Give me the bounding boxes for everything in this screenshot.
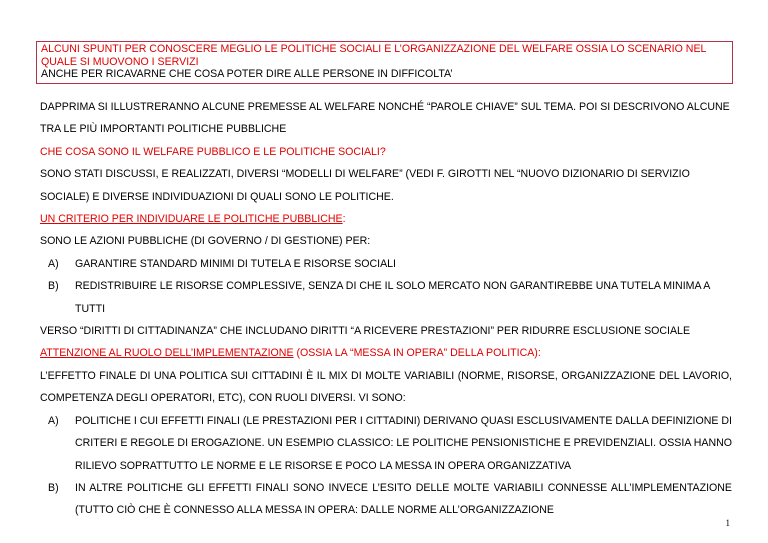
question-heading: CHE COSA SONO IL WELFARE PUBBLICO E LE POLITICHE SOCIALI? [40, 145, 386, 158]
list-item-label: B) [48, 481, 59, 494]
attention-heading-line [40, 342, 732, 364]
effect-paragraph: L’EFFETTO FINALE DI UNA POLITICA SUI CITTADINI È IL MIX DI MOLTE VARIABILI (NORME, RISORSE, ORGANIZZAZIONE DEL LAVORIO, COMPETENZA DEGLI OPERATORI, ETC), CON RUOLI DIVERSI. VI SONO: [40, 369, 732, 405]
criterion-colon: : [342, 213, 346, 226]
criterion-heading: UN CRITERIO PER INDIVIDUARE LE POLITICHE PUBBLICHE [40, 213, 343, 226]
attention-heading: ATTENZIONE AL RUOLO DELL’IMPLEMENTAZIONE [40, 347, 294, 360]
document-body [40, 96, 732, 522]
attention-rest: (OSSIA LA “MESSA IN OPERA” DELLA POLITICA): [293, 347, 541, 360]
criterion-heading-line [40, 208, 732, 230]
list-item [40, 477, 732, 522]
header-title: ALCUNI SPUNTI PER CONOSCERE MEGLIO LE POLITICHE SOCIALI E L’ORGANIZZAZIONE DEL WELFARE OSSIA LO SCENARIO NEL QUALE SI MUOVONO I SERVIZI [41, 43, 707, 68]
header-subtitle: ANCHE PER RICAVARNE CHE COSA POTER DIRE ALLE PERSONE IN DIFFICOLTA’ [41, 68, 453, 81]
header-box [36, 41, 733, 84]
models-paragraph: SONO STATI DISCUSSI, E REALIZZATI, DIVERSI “MODELLI DI WELFARE” (VEDI F. GIROTTI NEL “NUOVO DIZIONARIO DI SERVIZIO SOCIALE) E DIVERSE INDIVIDUAZIONI DI QUALI SONO LE POLITICHE. [40, 168, 690, 203]
list-item [40, 410, 732, 477]
list-item-text: GARANTIRE STANDARD MINIMI DI TUTELA E RISORSE SOCIALI [75, 257, 397, 270]
list-item [40, 275, 732, 320]
list-item-label: A) [48, 414, 59, 427]
list-item-text: IN ALTRE POLITICHE GLI EFFETTI FINALI SONO INVECE L’ESITO DELLE MOLTE VARIABILI CONNESSE ALL’IMPLEMENTAZIONE (TUTTO CIÒ CHE È CONNESSO ALLA MESSA IN OPERA: DALLE NORME ALL’ORGANIZZAZIONE [75, 481, 732, 517]
list-item-text: POLITICHE I CUI EFFETTI FINALI (LE PRESTAZIONI PER I CITTADINI) DERIVANO QUASI ESCLUSIVAMENTE DALLA DEFINIZIONE DI CRITERI E REGOLE DI EROGAZIONE. UN ESEMPIO CLASSICO: LE POLITICHE PENSIONISTICHE E PREVIDENZIALI. OSSIA HANNO RILIEVO SOPRATTUTTO LE NORME E LE RISORSE E POCO LA MESSA IN OPERA ORGANIZZATIVA [75, 414, 732, 472]
list-item-text: REDISTRIBUIRE LE RISORSE COMPLESSIVE, SENZA DI CHE IL SOLO MERCATO NON GARANTIREBBE UNA TUTELA MINIMA A TUTTI [75, 280, 710, 315]
rights-paragraph: VERSO “DIRITTI DI CITTADINANZA” CHE INCLUDANO DIRITTI “A RICEVERE PRESTAZIONI” PER RIDURRE ESCLUSIONE SOCIALE [40, 325, 691, 338]
list-item-label: B) [48, 280, 59, 293]
list-item-label: A) [48, 257, 59, 270]
actions-lead: SONO LE AZIONI PUBBLICHE (DI GOVERNO / DI GESTIONE) PER: [40, 235, 371, 248]
page-number: 1 [725, 518, 730, 528]
intro-paragraph: DAPPRIMA SI ILLUSTRERANNO ALCUNE PREMESSE AL WELFARE NONCHÉ “PAROLE CHIAVE” SUL TEMA. POI SI DESCRIVONO ALCUNE TRA LE PIÙ IMPORTANTI POLITICHE PUBBLICHE [40, 101, 730, 136]
list-item [40, 253, 732, 275]
